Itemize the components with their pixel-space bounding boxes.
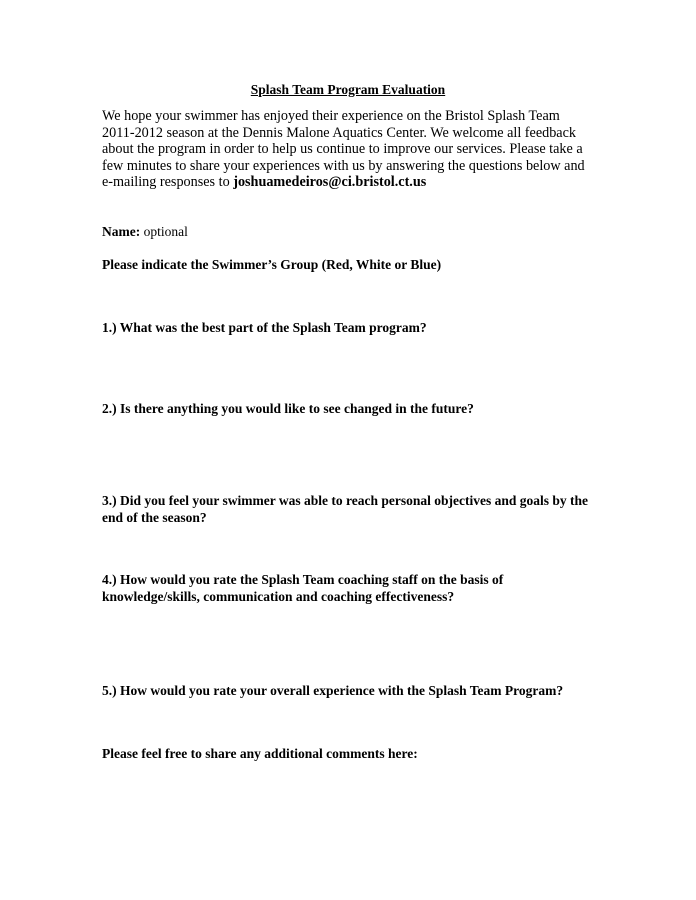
question-4: 4.) How would you rate the Splash Team coaching staff on the basis of knowledge/skills, communication and coaching effectiveness? [102,572,504,604]
name-hint: optional [140,224,188,239]
comments-prompt: Please feel free to share any additional comments here: [102,746,418,761]
name-label: Name: [102,224,141,239]
contact-email: joshuamedeiros@ci.bristol.ct.us [233,174,427,191]
group-prompt: Please indicate the Swimmer’s Group (Red, White or Blue) [102,257,442,272]
intro-paragraph [102,108,592,191]
question-3: 3.) Did you feel your swimmer was able to reach personal objectives and goals by the end of the season? [102,493,588,525]
intro-text: We hope your swimmer has enjoyed their experience on the Bristol Splash Team 2011-2012 season at the Dennis Malone Aquatics Center. We welcome all feedback about the program in order to help us continue to improve our services. Please take a few minutes to share your experiences with us by answering the questions below and e-mailing responses to [102,108,585,191]
name-line [102,224,188,240]
question-1: 1.) What was the best part of the Splash Team program? [102,320,427,335]
question-5: 5.) How would you rate your overall experience with the Splash Team Program? [102,683,564,698]
question-2: 2.) Is there anything you would like to see changed in the future? [102,401,474,416]
document-title: Splash Team Program Evaluation [250,82,446,97]
